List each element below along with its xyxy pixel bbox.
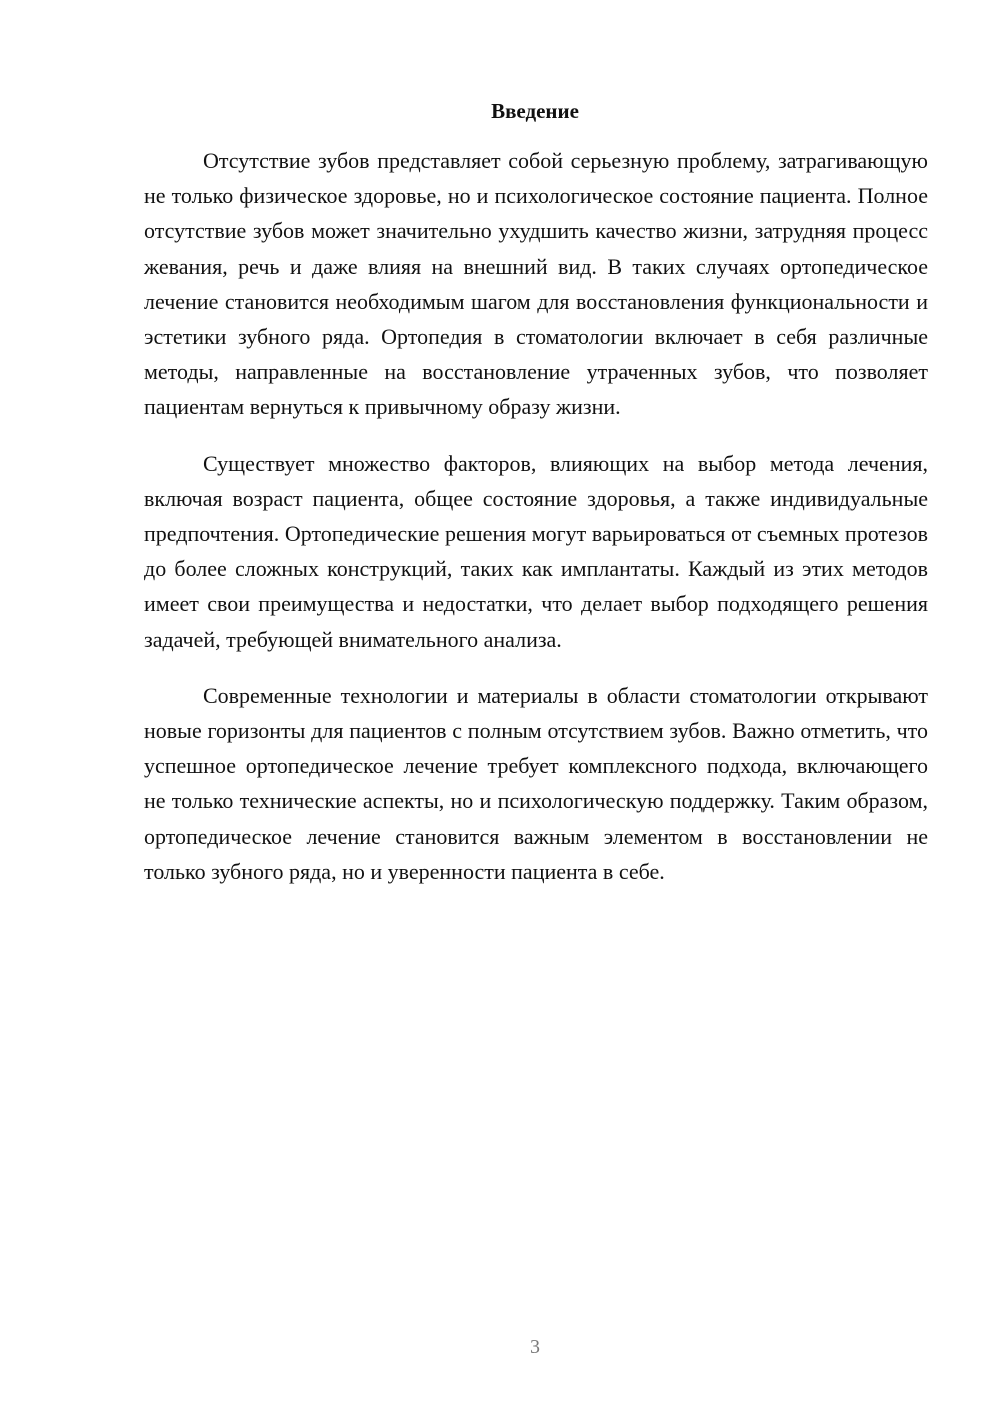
paragraph-2: Существует множество факторов, влияющих на выбор метода лечения, включая возраст пациента, общее состояние здоровья, а также индивидуальные предпочтения. Ортопедические решения могут варьироваться от съемных протезов до более сложных конструкций, таких как имплантаты. Каждый из этих методов имеет свои преимущества и недостатки, что делает выбор подходящего решения задачей, требующей внимательного анализа. [144, 450, 928, 652]
section-heading: Введение [491, 99, 579, 123]
page-number: 3 [530, 1336, 540, 1358]
paragraph-1: Отсутствие зубов представляет собой серьезную проблему, затрагивающую не только физическое здоровье, но и психологическое состояние пациента. Полное отсутствие зубов может значительно ухудшить качество жизни, затрудняя процесс жевания, речь и даже влияя на внешний вид. В таких случаях ортопедическое лечение становится необходимым шагом для восстановления функциональности и эстетики зубного ряда. Ортопедия в стоматологии включает в себя различные методы, направленные на восстановление утраченных зубов, что позволяет пациентам вернуться к привычному образу жизни. [144, 148, 928, 420]
body-text [144, 143, 928, 910]
paragraph-3: Современные технологии и материалы в области стоматологии открывают новые горизонты для пациентов с полным отсутствием зубов. Важно отметить, что успешное ортопедическое лечение требует комплексного подхода, включающего не только технические аспекты, но и психологическую поддержку. Таким образом, ортопедическое лечение становится важным элементом в восстановлении не только зубного ряда, но и уверенности пациента в себе. [144, 682, 928, 884]
